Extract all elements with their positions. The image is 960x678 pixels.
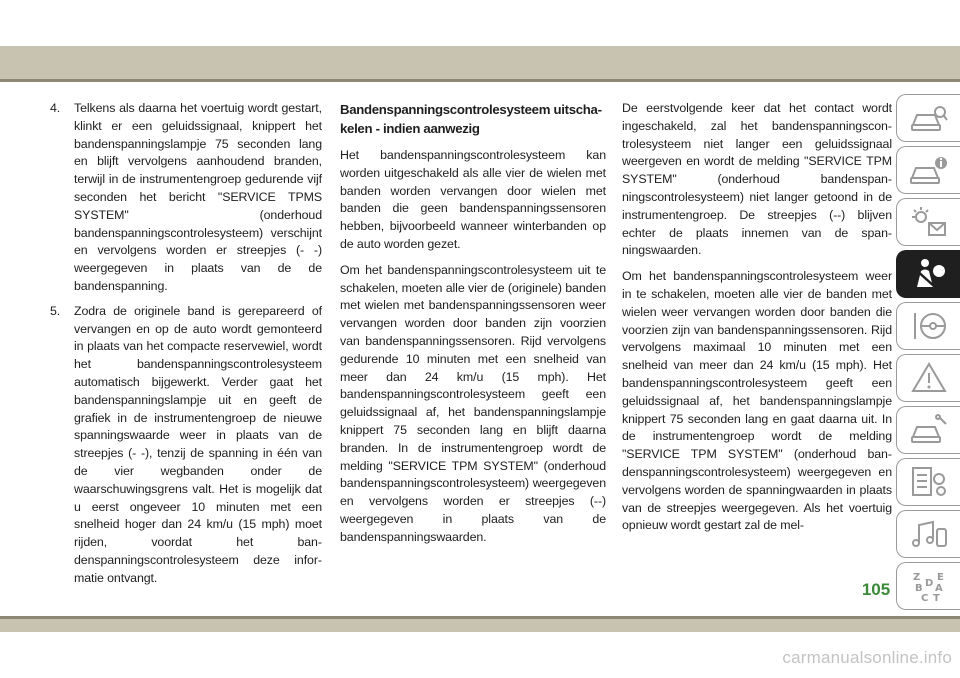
chapter-tab-multimedia[interactable] [896,510,960,558]
car-search-icon [909,101,949,135]
column-right [622,100,892,543]
index-letter: Z [912,572,920,583]
index-letter: B [914,583,923,594]
warning-light-message-icon [909,205,949,239]
car-info-icon [909,153,949,187]
music-phone-icon [909,517,949,551]
paragraph: Om het bandenspanningscontrolesysteem uit te schakelen, moeten alle vier de (originele) banden met wielen met bandenspanningssensoren weer vervangen worden door banden zijn voorzien van bandenspanningssensoren. Rijd vervolgens gedurende 10 minuten met een snelheid van meer dan 24 km/u (15 mph). Het bandenspanningscontrolesysteem geeft een geluidssignaal af, het bandenspanningslampje knippert 75 seconden lang en blijft daarna branden. In de instrumentengroep wordt de melding "SERVICE TPM SYSTEM" (onderhoud bandenspanningscontrolesysteem) weergegeven en vervolgens worden er streepjes (--) weergegeven in plaats van de bandenspanningswaarden. [340,262,606,544]
chapter-tab-car-search[interactable] [896,94,960,142]
list-item-number: 5. [50,303,61,318]
chapter-tab-emergency[interactable] [896,354,960,402]
list-item [50,303,322,588]
car-wrench-icon [909,413,949,447]
list-item [50,100,322,296]
alphabet-index-icon [909,569,949,603]
index-letter: A [934,583,943,594]
paragraph: De eerstvolgende keer dat het contact wordt ingeschakeld, zal het bandenspanningscontrolesysteem niet langer een geluidssignaal weergeven en wordt de melding "SERVICE TPM SYSTEM" (onderhoud bandenspanningscontrolesysteem) niet langer getoond in de instrumentengroep. De streepjes (--) blijven echter de plaats innemen van de spanningswaarden. [622,101,892,258]
page-number: 105 [861,580,891,599]
chapter-tab-index[interactable] [896,562,960,610]
chapter-tab-specifications[interactable] [896,458,960,506]
watermark: carmanualsonline.info [782,648,952,667]
checklist-gears-icon [909,465,949,499]
chapter-tab-servicing[interactable] [896,406,960,454]
chapter-tabs [896,94,960,614]
index-letter: E [936,572,944,583]
chapter-tab-starting-driving[interactable] [896,302,960,350]
steering-wheel-key-icon [909,309,949,343]
warning-triangle-car-icon [909,361,949,395]
paragraph: Het bandenspanningscontrolesysteem kan worden uitgeschakeld als alle vier de wielen met banden worden vervangen door wielen met banden die geen bandenspanningssensoren hebben, bijvoorbeeld wanneer winterbanden op de auto worden gezet. [340,148,606,251]
column-left [50,100,322,595]
list-item-text: Telkens als daarna het voertuig wordt gestart, klinkt er een geluidssignaal, knippert het bandenspanningslampje 75 seconden lang en blijft vervolgens aanhoudend branden, terwijl in de instrumentengroep gedurende vijf seconden het bericht "SERVICE TPMS SYSTEM" (onderhoud bandenspanningscontrolesysteem) verschijnt en vervolgens worden er streepjes (- -) weergegeven in plaats van de de bandenspanning. [74,101,322,293]
index-letter: C [920,593,928,603]
bottom-band [0,619,960,632]
seatbelt-airbag-icon [909,257,949,291]
index-letter: D [924,578,933,589]
chapter-tab-warning-lights[interactable] [896,198,960,246]
index-letter: T [932,593,940,603]
section-heading: Bandenspanningscontrolesysteem uitschakelen - indien aanwezig [340,102,602,136]
top-band [0,46,960,79]
top-band-rule [0,79,960,82]
column-middle [340,100,606,555]
chapter-tab-safety[interactable] [896,250,960,298]
paragraph: Om het bandenspanningscontrolesysteem weer in te schakelen, moeten alle vier de banden met wielen weer vervangen worden door banden die voorzien zijn van bandenspanningssensoren. Rijd vervolgens maximaal 10 minuten met een snelheid van meer dan 24 km/u (15 mph). Het bandenspanningscontrolesysteem geeft een geluidssignaal af, het bandenspanningslampje knippert 75 seconden lang en gaat daarna uit. In de instrumentengroep wordt de melding "SERVICE TPM SYSTEM" (onderhoud bandenspanningscontrolesysteem) weergegeven en vervolgens worden de spanningwaarden in plaats van de streepjes weergegeven. Als het voertuig opnieuw wordt gestart zal de mel- [622,269,892,533]
list-item-text: Zodra de originele band is gerepareerd of vervangen en op de auto wordt gemonteerd in plaats van het compacte reservewiel, wordt het bandenspanningscontrolesysteem automatisch bijgewerkt. Verder gaat het bandenspanningslampje uit en geeft de grafiek in de instrumentengroep de nieuwe spanningswaarde weer in plaats van de streepjes (- -), tenzij de spanning in één van de vier wegbanden onder de waarschuwingsgrens valt. Het is mogelijk dat u eerst ongeveer 10 minuten met een snelheid hoger dan 24 km/u (15 mph) moet rijden, voordat het bandenspanningscontrolesysteem deze informatie ontvangt. [74,303,322,585]
list-item-number: 4. [50,101,61,115]
chapter-tab-car-info[interactable] [896,146,960,194]
